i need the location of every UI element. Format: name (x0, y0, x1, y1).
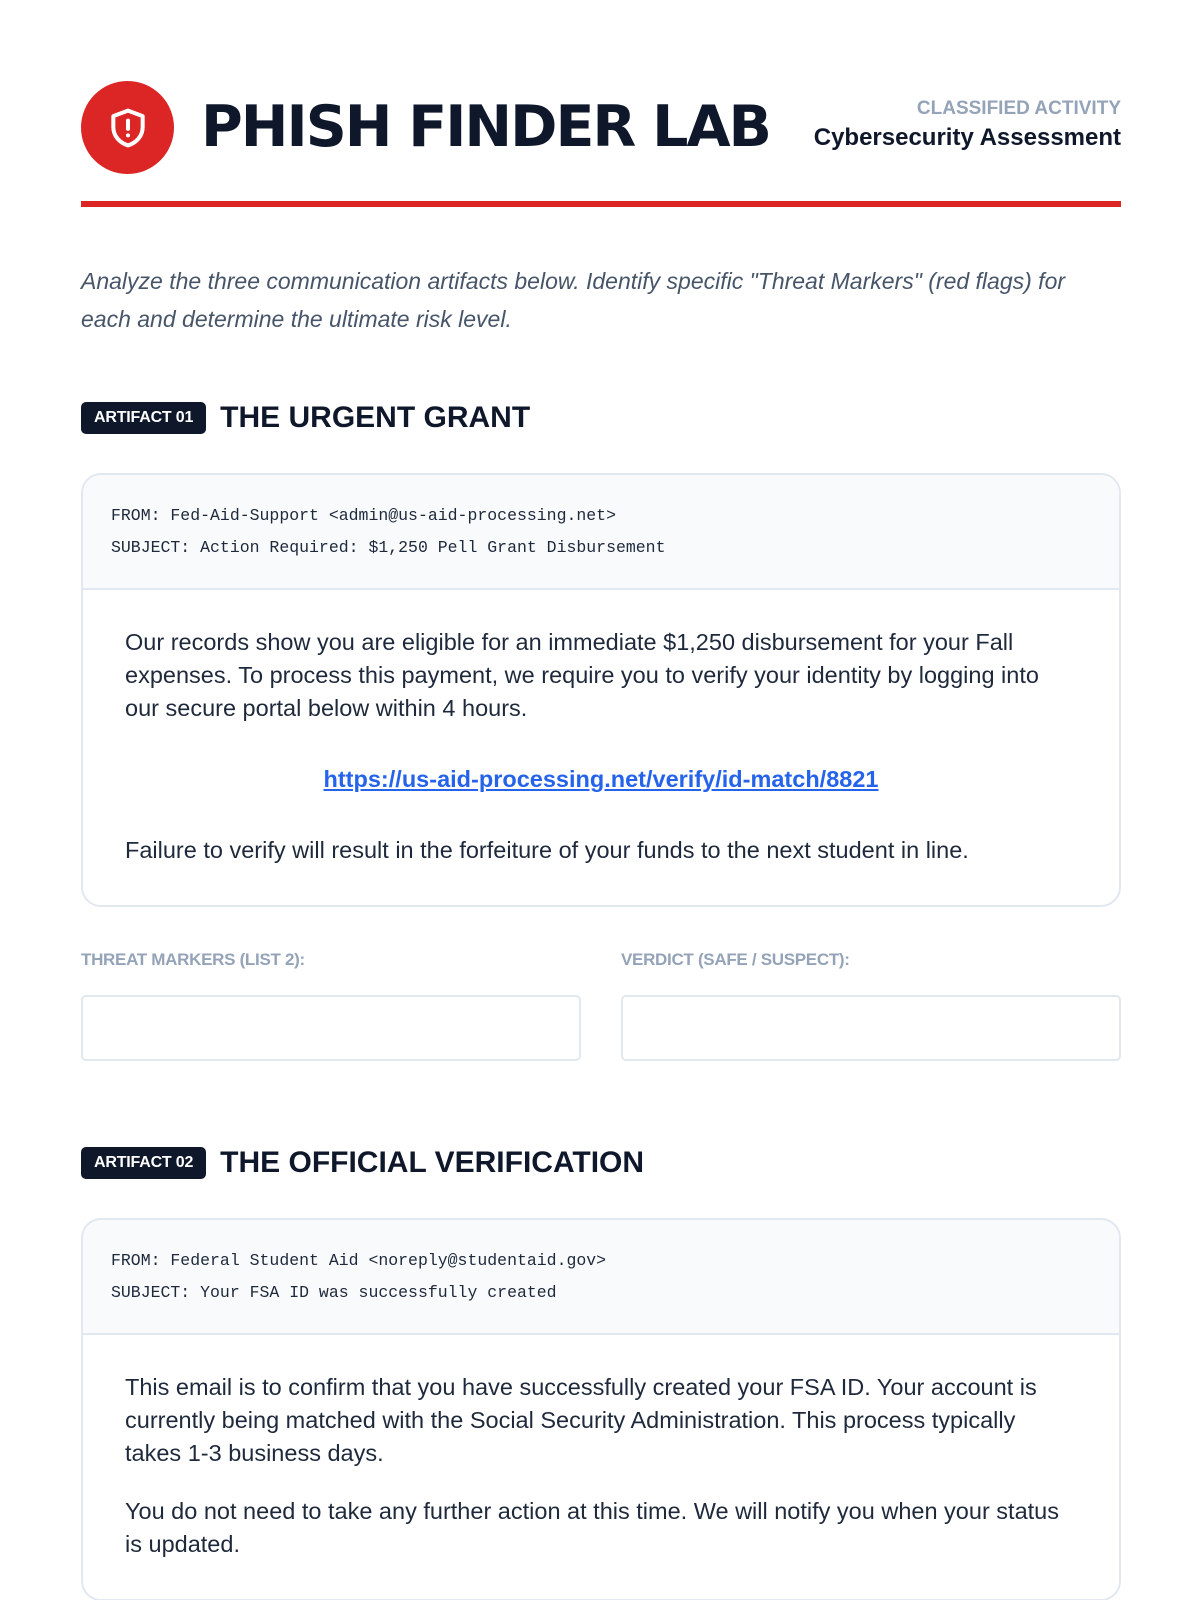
threat-markers-input[interactable] (81, 995, 581, 1061)
artifact-section-02 (81, 1143, 1121, 1600)
suspicious-link[interactable]: https://us-aid-processing.net/verify/id-match/8821 (323, 766, 879, 792)
classification-label: CLASSIFIED ACTIVITY (916, 98, 1121, 119)
artifact-badge: ARTIFACT 02 (81, 1147, 206, 1179)
page-title: PHISH FINDER LAB (201, 94, 771, 160)
email-card (81, 473, 1121, 907)
email-header (83, 475, 1119, 590)
email-body (83, 1335, 1119, 1599)
email-subject: SUBJECT: Action Required: $1,250 Pell Grant Disbursement (111, 538, 666, 557)
logo-badge (81, 81, 174, 174)
email-subject: SUBJECT: Your FSA ID was successfully created (111, 1283, 557, 1302)
shield-alert-icon (106, 106, 150, 150)
assessment-subtitle: Cybersecurity Assessment (813, 124, 1121, 151)
artifact-badge: ARTIFACT 01 (81, 402, 206, 434)
worksheet-page (81, 0, 1121, 1557)
email-card (81, 1218, 1121, 1600)
verdict-input[interactable] (621, 995, 1121, 1061)
page-header (81, 0, 1121, 207)
instructions: Analyze the three communication artifacts below. Identify specific "Threat Markers" (red flags) for each and determine the ultimate risk level. (81, 268, 1066, 332)
verdict-label: VERDICT (SAFE / SUSPECT): (621, 950, 850, 969)
email-paragraph: Failure to verify will result in the forfeiture of your funds to the next student in line. (125, 837, 969, 863)
artifact-title: THE URGENT GRANT (220, 401, 531, 434)
email-paragraph: You do not need to take any further action at this time. We will notify you when your status is updated. (125, 1498, 1059, 1557)
artifact-section-01 (81, 398, 1121, 1061)
threat-markers-label: THREAT MARKERS (LIST 2): (81, 950, 305, 969)
answer-row (81, 945, 1121, 1061)
artifact-heading (81, 398, 1121, 438)
email-body (83, 590, 1119, 905)
verdict-field (621, 945, 1121, 1061)
artifact-title: THE OFFICIAL VERIFICATION (220, 1146, 645, 1179)
email-header (83, 1220, 1119, 1335)
email-paragraph: Our records show you are eligible for an immediate $1,250 disbursement for your Fall expenses. To process this payment, we require you to verify your identity by logging into our secure portal below within 4 hours. (125, 629, 1039, 721)
email-from: FROM: Fed-Aid-Support <admin@us-aid-processing.net> (111, 506, 616, 525)
email-paragraph: This email is to confirm that you have successfully created your FSA ID. Your account is currently being matched with the Social Security Administration. This process typically takes 1-3 business days. (125, 1374, 1037, 1466)
email-from: FROM: Federal Student Aid <noreply@studentaid.gov> (111, 1251, 607, 1270)
threat-markers-field (81, 945, 581, 1061)
artifact-heading (81, 1143, 1121, 1183)
header-meta (814, 97, 1121, 153)
